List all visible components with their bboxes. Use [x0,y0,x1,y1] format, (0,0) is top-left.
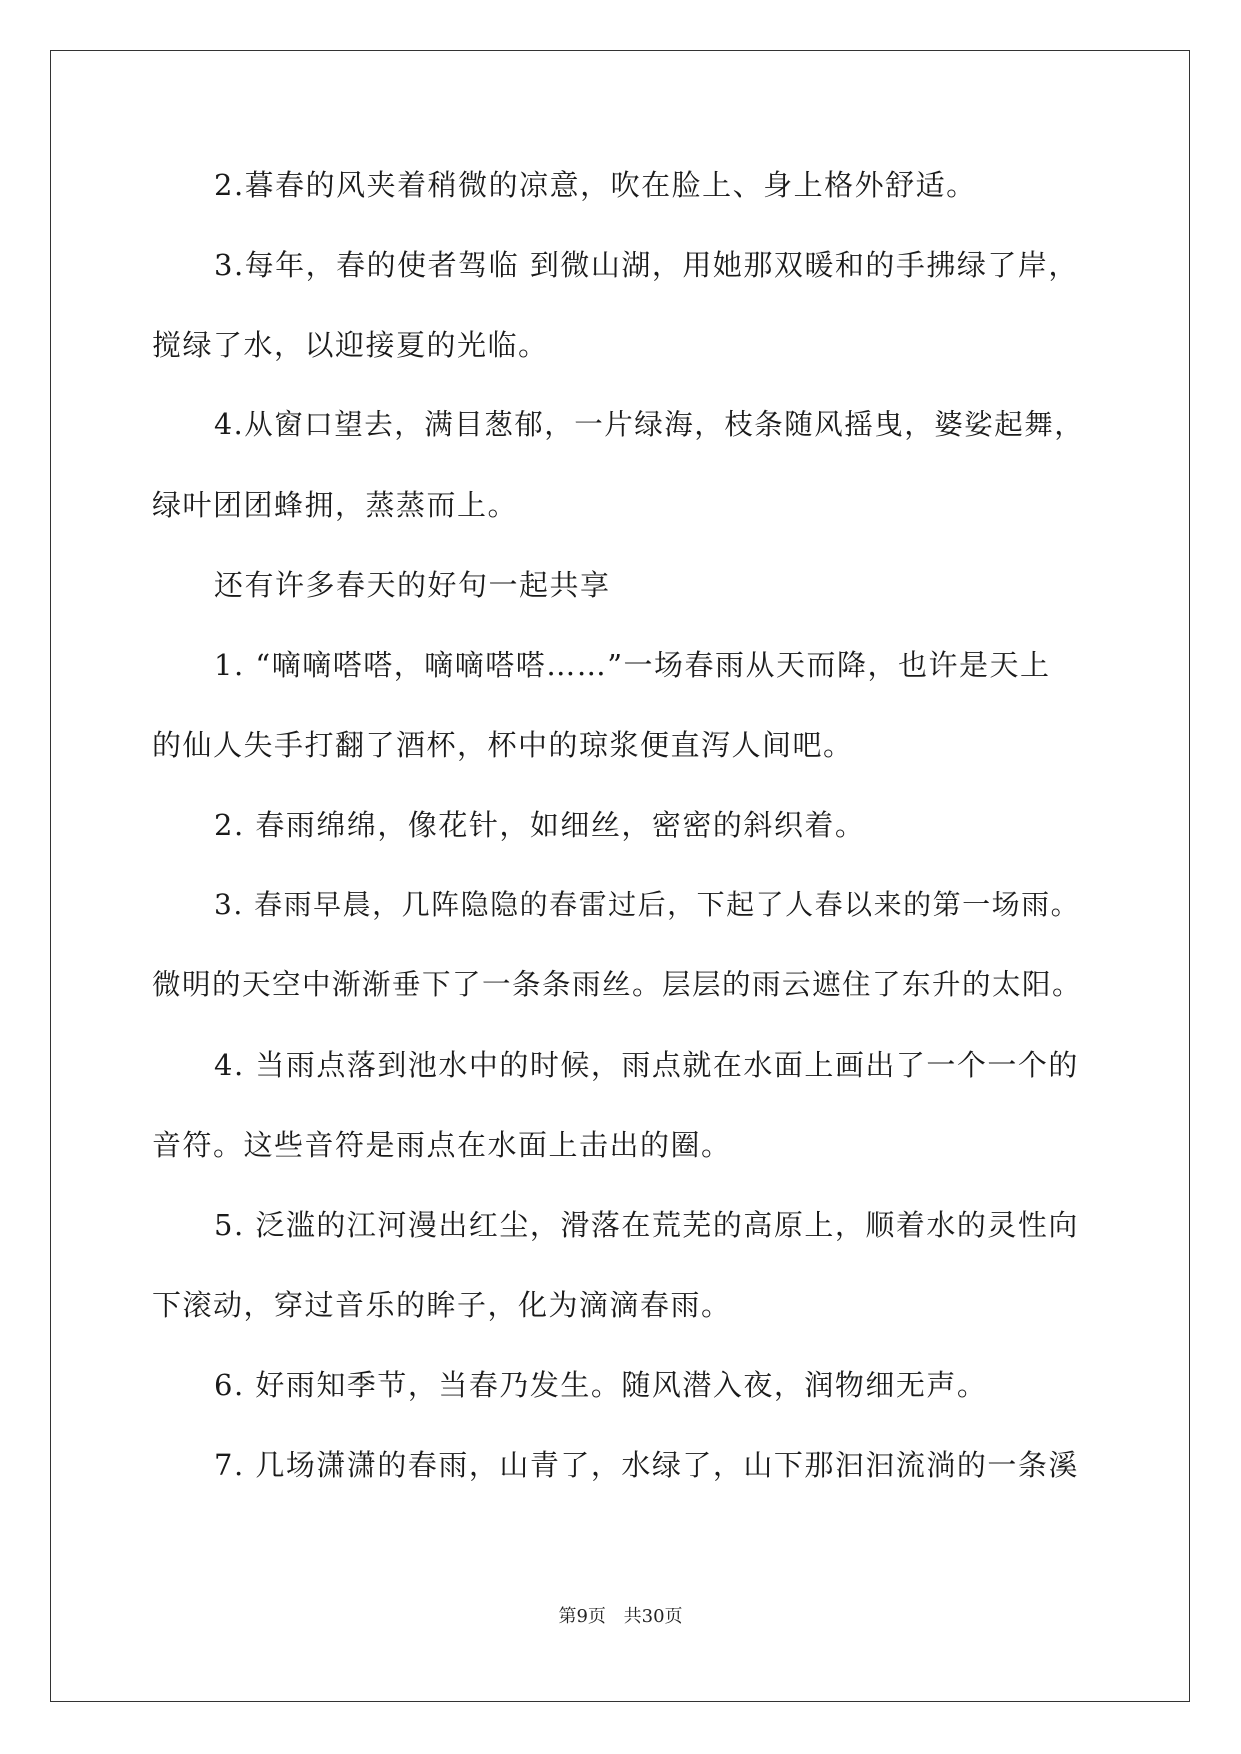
page-number: 第9页 [558,1606,606,1627]
text-line: 2. 春雨绵绵，像花针，如细丝，密密的斜织着。 [214,808,866,842]
text-line: 2.暮春的风夹着稍微的凉意，吹在脸上、身上格外舒适。 [214,168,977,202]
text-line: 6. 好雨知季节，当春乃发生。随风潜入夜，润物细无声。 [214,1368,988,1402]
page-total: 共30页 [623,1606,683,1627]
text-line: 4.从窗口望去，满目葱郁，一片绿海，枝条随风摇曳，婆娑起舞， [214,408,1085,441]
text-line: 下滚动，穿过音乐的眸子，化为滴滴春雨。 [152,1288,732,1322]
text-line: 音符。这些音符是雨点在水面上击出的圈。 [152,1128,732,1162]
text-line: 1. “嘀嘀嗒嗒，嘀嘀嗒嗒……”一场春雨从天而降，也许是天上 [214,648,1051,682]
document-body [152,160,1092,1520]
section-heading: 还有许多春天的好句一起共享 [214,568,611,602]
text-line: 5. 泛滥的江河漫出红尘，滑落在荒芜的高原上，顺着水的灵性向 [214,1208,1079,1242]
text-line: 绿叶团团蜂拥，蒸蒸而上。 [152,488,519,522]
text-line: 搅绿了水，以迎接夏的光临。 [152,328,549,362]
text-line: 3.每年，春的使者驾临 到微山湖，用她那双暖和的手拂绿了岸， [214,248,1079,282]
page-footer [0,1602,1241,1628]
text-line: 4. 当雨点落到池水中的时候，雨点就在水面上画出了一个一个的 [214,1048,1079,1082]
text-line: 的仙人失手打翻了酒杯，杯中的琼浆便直泻人间吧。 [152,728,854,762]
text-line: 3. 春雨早晨，几阵隐隐的春雷过后，下起了人春以来的第一场雨。 [214,888,1081,921]
text-line: 7. 几场潇潇的春雨，山青了，水绿了，山下那汩汩流淌的一条溪 [214,1448,1079,1482]
text-line: 微明的天空中渐渐垂下了一条条雨丝。层层的雨云遮住了东升的太阳。 [152,968,1083,1001]
